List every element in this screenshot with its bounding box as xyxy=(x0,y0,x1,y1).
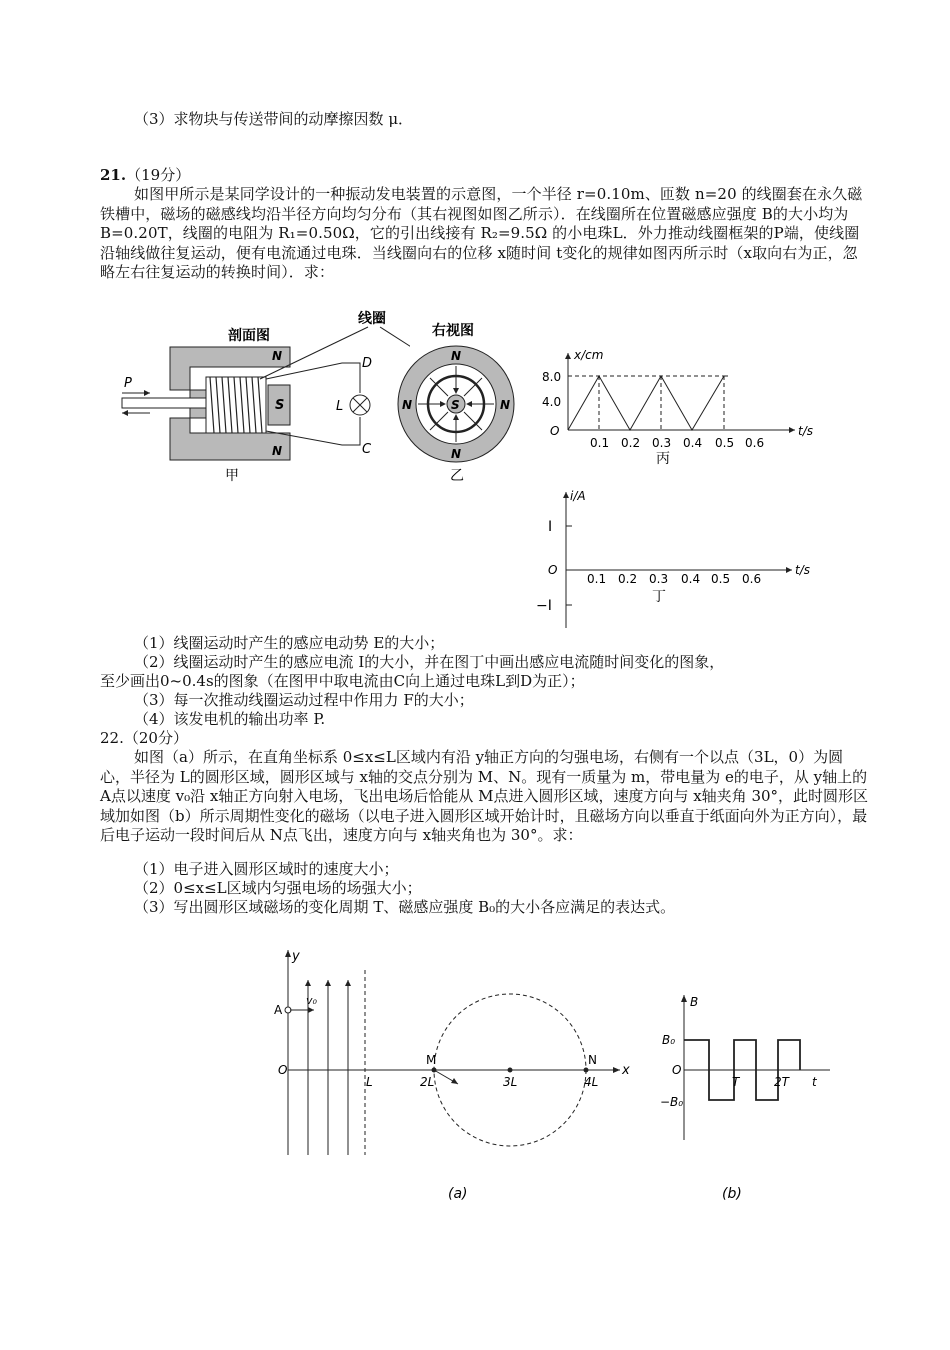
label-v0: v₀ xyxy=(306,994,317,1007)
triangle-wave xyxy=(568,376,728,430)
origin-a: O xyxy=(278,1063,288,1077)
q20-part3: （3）求物块与传送带间的动摩擦因数 μ． xyxy=(134,110,414,128)
xtick-d-0.6: 0.6 xyxy=(742,572,762,586)
label-4l: 4L xyxy=(584,1075,599,1089)
label-p: P xyxy=(124,376,132,391)
q22-body: 如图（a）所示，在直角坐标系 0≤x≤L区域内有沿 y轴正方向的匀强电场，右侧有一个以点（3L，0）为圆心，半径为 L的圆形区域，圆形区域与 x轴的交点分别为 M、N。现有一质量为 m，带电量为 e的电子，从 y轴上的 A点以速度 v₀沿 x轴正方向射入电场，飞出电场后恰能从 M点进入圆形区域，速度方向与 x轴夹角 30°，此时圆形区域加如图（b）所示周期性变化的磁场（以电子进入圆形区域开始计时，且磁场方向以垂直于纸面向外为正方向），最后电子运动一段时间后从 N点飞出，速度方向与 x轴夹角也为 30°。求： xyxy=(100,748,869,844)
xtick-0.5: 0.5 xyxy=(715,436,735,450)
origin-ding: O xyxy=(548,563,558,577)
figure-jia xyxy=(110,305,413,485)
label-y-a: y xyxy=(292,949,300,964)
ytick-i: I xyxy=(548,519,553,535)
label-neg-b0: −B₀ xyxy=(660,1095,684,1109)
label-c: C xyxy=(362,442,372,457)
q21-part2-cont: 至少画出0~0.4s的图象（在图甲中取电流由C向上通过电珠L到D为正）； xyxy=(100,672,585,690)
q22-number: 22. xyxy=(100,729,124,747)
label-n-bottom-yi: N xyxy=(451,447,462,461)
xlabel-ding: t/s xyxy=(795,563,810,577)
label-n-top-jia: N xyxy=(272,349,283,363)
label-m: M xyxy=(426,1053,437,1067)
label-s-yi: S xyxy=(451,398,460,412)
q21-number: 21. xyxy=(100,166,127,184)
ytick-8: 8.0 xyxy=(542,370,562,384)
label-x-a: x xyxy=(622,1063,630,1078)
figure-yi xyxy=(390,320,530,485)
ylabel-bing: x/cm xyxy=(574,348,604,362)
label-t-axis: t xyxy=(812,1075,817,1089)
label-2l: 2L xyxy=(420,1075,435,1089)
xtick-0.2: 0.2 xyxy=(621,436,641,450)
q22-points: （20分） xyxy=(123,729,188,747)
xtick-d-0.3: 0.3 xyxy=(649,572,669,586)
push-rod xyxy=(122,398,210,408)
q21-points: （19分） xyxy=(126,166,191,184)
label-coil: 线圈 xyxy=(358,311,386,327)
ytick-neg-i: −I xyxy=(536,598,552,614)
figure-a xyxy=(270,940,650,1215)
figure-b xyxy=(660,990,840,1215)
q21-part2: （2）线圈运动时产生的感应电流 I的大小，并在图丁中画出感应电流随时间变化的图象， xyxy=(134,653,725,671)
xtick-0.1: 0.1 xyxy=(590,436,610,450)
figure-bing xyxy=(540,345,820,470)
label-b0: B₀ xyxy=(662,1033,676,1047)
q22-part2: （2）0≤x≤L区域内匀强电场的场强大小； xyxy=(134,879,422,897)
dashed-peaks xyxy=(599,376,724,430)
label-n-left-yi: N xyxy=(402,398,413,412)
point-center xyxy=(508,1068,513,1073)
label-b-axis: B xyxy=(690,995,699,1009)
q21-part1: （1）线圈运动时产生的感应电动势 E的大小； xyxy=(134,634,445,652)
xtick-d-0.4: 0.4 xyxy=(681,572,701,586)
label-l: L xyxy=(336,399,344,414)
q22-part3: （3）写出圆形区域磁场的变化周期 T、磁感应强度 B₀的大小各应满足的表达式。 xyxy=(134,898,676,916)
caption-b: (b) xyxy=(722,1186,742,1202)
xtick-d-0.1: 0.1 xyxy=(587,572,607,586)
q22-part1: （1）电子进入圆形区域时的速度大小； xyxy=(134,860,399,878)
q21-body: 如图甲所示是某同学设计的一种振动发电装置的示意图，一个半径 r=0.10m、匝数 n=20 的线圈套在永久磁铁槽中，磁场的磁感线均沿半径方向均匀分布（其右视图如图乙所示）．在线圈所在位置磁感应强度 B的大小均为 B=0.20T，线圈的电阻为 R₁=0.50Ω，它的引出线接有 R₂=9.5Ω 的小电珠L．外力推动线圈框架的P端，使线圈沿轴线做往复运动，便有电流通过电珠．当线圈向右的位移 x随时间 t变化的规律如图丙所示时（x取向右为正，忽略左右往复运动的转换时间）．求： xyxy=(100,185,863,281)
caption-jia: 甲 xyxy=(225,468,239,484)
label-s-jia: S xyxy=(275,398,285,413)
xtick-d-0.5: 0.5 xyxy=(711,572,731,586)
xtick-0.3: 0.3 xyxy=(652,436,672,450)
q21-part3: （3）每一次推动线圈运动过程中作用力 F的大小； xyxy=(134,691,474,709)
xtick-0.4: 0.4 xyxy=(683,436,703,450)
caption-a: (a) xyxy=(448,1186,468,1202)
ytick-4: 4.0 xyxy=(542,395,562,409)
label-t: T xyxy=(732,1075,740,1089)
point-n xyxy=(584,1068,589,1073)
xtick-0.6: 0.6 xyxy=(745,436,765,450)
caption-yi: 乙 xyxy=(450,468,464,484)
q21-heading xyxy=(100,166,870,186)
q22-heading xyxy=(100,729,870,749)
xlabel-bing: t/s xyxy=(798,424,813,438)
caption-bing: 丙 xyxy=(656,451,670,467)
caption-ding: 丁 xyxy=(652,589,666,605)
label-section-view: 剖面图 xyxy=(228,328,270,344)
label-d: D xyxy=(362,356,373,371)
ylabel-ding: i/A xyxy=(570,489,586,503)
q21-part4: （4）该发电机的输出功率 P. xyxy=(134,710,326,728)
origin-b: O xyxy=(672,1063,682,1077)
label-n-bottom-jia: N xyxy=(272,444,283,458)
label-right-view: 右视图 xyxy=(432,323,474,339)
label-a: A xyxy=(274,1003,283,1017)
label-n-right-yi: N xyxy=(500,398,511,412)
label-3l: 3L xyxy=(503,1075,518,1089)
label-n-top-yi: N xyxy=(451,349,462,363)
label-l-a: L xyxy=(366,1075,373,1089)
xtick-d-0.2: 0.2 xyxy=(618,572,638,586)
label-n: N xyxy=(588,1053,597,1067)
label-2t: 2T xyxy=(774,1075,789,1089)
figure-ding xyxy=(530,488,820,633)
origin-bing: O xyxy=(550,424,560,438)
